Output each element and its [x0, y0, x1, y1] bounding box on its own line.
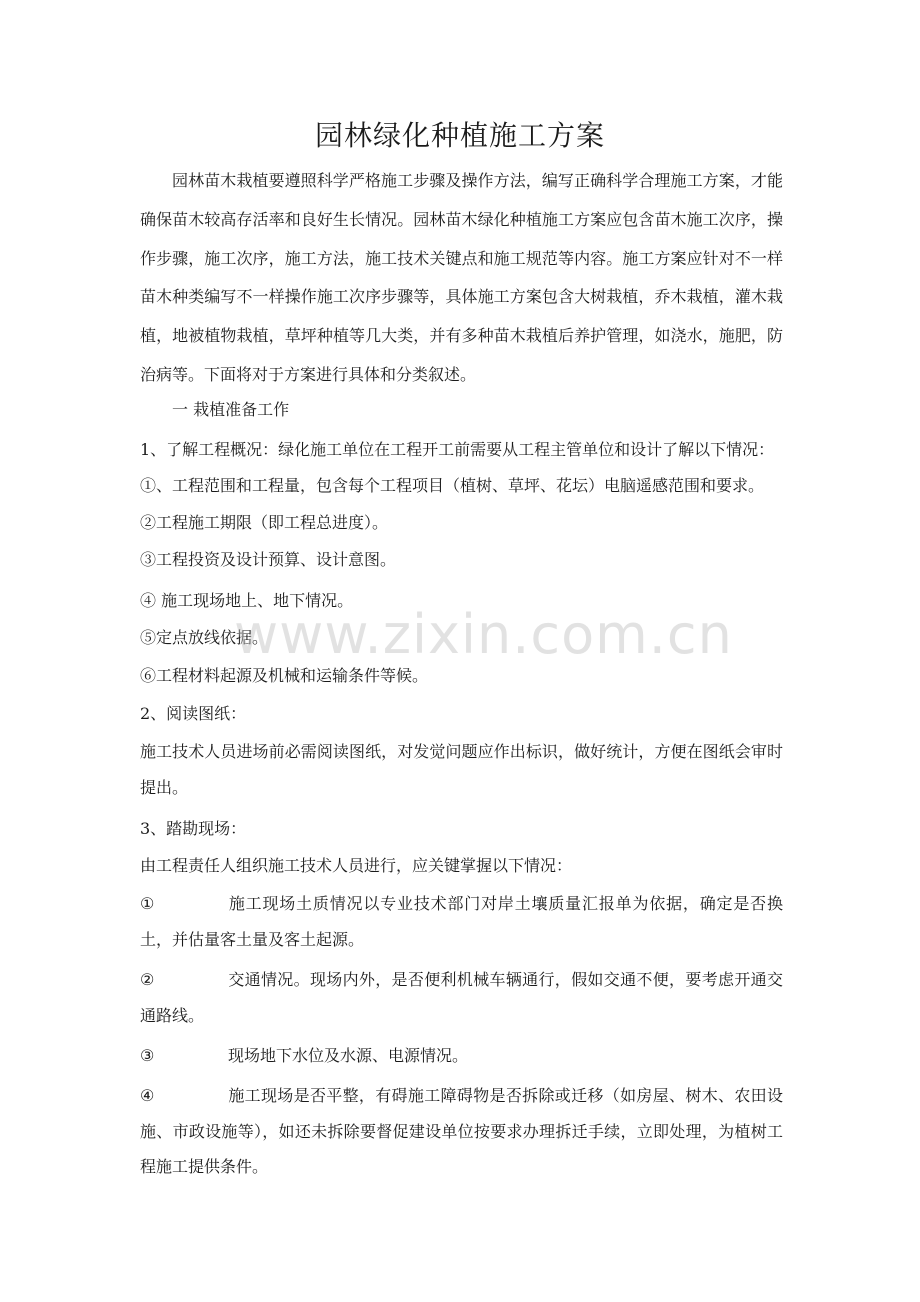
point-number: ② [140, 970, 155, 989]
item-3-lead: 由工程责任人组织施工技术人员进行，应关键掌握以下情况： [140, 856, 573, 875]
item-3-point [140, 962, 783, 1033]
point-number: ① [140, 894, 155, 913]
watermark: www.zixin.com.cn [234, 603, 733, 666]
item-1-point-2: ②工程施工期限（即工程总进度）。 [140, 513, 389, 532]
document-title: 园林绿化种植施工方案 [314, 119, 605, 152]
item-1-point-5: ⑤定点放线依据。 [140, 628, 269, 647]
point-text: 施工现场土质情况以专业技术部门对岸土壤质量汇报单为依据，确定是否换土，并估量客土量及客土起源。 [140, 894, 783, 949]
point-text: 施工现场是否平整，有碍施工障碍物是否拆除或迁移（如房屋、树木、农田设施、市政设施等），如还未拆除要督促建设单位按要求办理拆迁手续，立即处理，为植树工程施工提供条件。 [140, 1086, 783, 1176]
item-3-heading: 3、踏勘现场： [140, 819, 247, 838]
intro-paragraph: 园林苗木栽植要遵照科学严格施工步骤及操作方法，编写正确科学合理施工方案，才能确保苗木较高存活率和良好生长情况。园林苗木绿化种植施工方案应包含苗木施工次序，操作步骤，施工次序，施工方法，施工技术关键点和施工规范等内容。施工方案应针对不一样苗木种类编写不一样操作施工次序步骤等，具体施工方案包含大树栽植，乔木栽植，灌木栽植，地被植物栽植，草坪种植等几大类，并有多种苗木栽植后养护管理，如浇水，施肥，防治病等。下面将对于方案进行具体和分类叙述。 [140, 171, 783, 384]
item-1-point-1: ①、工程范围和工程量，包含每个工程项目（植树、草坪、花坛）电脑遥感范围和要求。 [140, 476, 765, 495]
point-text: 现场地下水位及水源、电源情况。 [228, 1046, 469, 1065]
section-heading: 一 栽植准备工作 [172, 400, 290, 419]
item-3-point [140, 1078, 783, 1185]
item-2-text: 施工技术人员进场前必需阅读图纸，对发觉问题应作出标识，做好统计，方便在图纸会审时提出。 [140, 742, 783, 797]
item-3-point [140, 886, 783, 957]
item-1-point-6: ⑥工程材料起源及机械和运输条件等候。 [140, 666, 429, 685]
item-1-heading: 1、了解工程概况：绿化施工单位在工程开工前需要从工程主管单位和设计了解以下情况： [140, 440, 775, 459]
point-number: ③ [140, 1046, 155, 1065]
point-number: ④ [140, 1086, 155, 1105]
point-text: 交通情况。现场内外，是否便利机械车辆通行，假如交通不便，要考虑开通交通路线。 [140, 970, 783, 1025]
item-2-heading: 2、阅读图纸： [140, 704, 247, 723]
item-3-point [140, 1038, 783, 1074]
item-1-point-3: ③工程投资及设计预算、设计意图。 [140, 550, 397, 569]
item-1-point-4: ④ 施工现场地上、地下情况。 [140, 591, 354, 610]
